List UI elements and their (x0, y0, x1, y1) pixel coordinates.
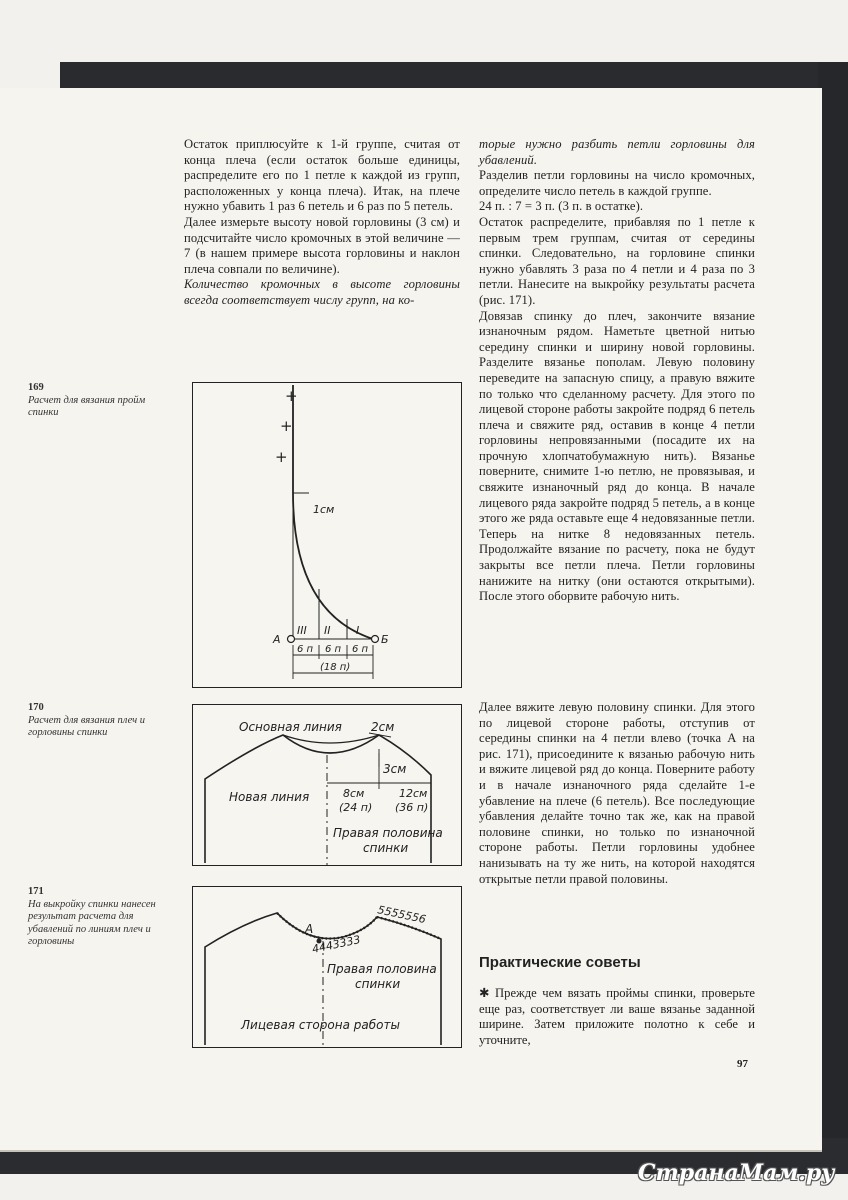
right-text-column (479, 137, 755, 605)
dimension-12cm: 12см (399, 787, 428, 800)
right-half-label-2: спинки (363, 841, 409, 855)
right-paragraph-3: 24 п. : 7 = 3 п. (3 п. в остатке). (479, 199, 644, 214)
caption-number: 169 (28, 382, 44, 393)
caption-number: 170 (28, 702, 44, 713)
right-paragraph-6: Далее вяжите левую половину спинки. Для этого по лицевой стороне работы, отступив от середины спинки на 4 петли влево (точка А на рис. 171), присоедините к вязанью рабочую нить и вяжите лицевой ряд до конца. Поверните работу и в начале изнаночного ряда сделайте 1-е убавление на плече (6 петель). Все последующие убавления делайте точно так же, как на правой половине спинки, но только по изнаночной стороне работы. Петли горловины удобнее нанизывать на ту же нить, на которой находятся открытые петли правой половины. (479, 700, 755, 886)
point-b-marker (372, 636, 379, 643)
point-a-marker (288, 636, 295, 643)
right-paragraph-5: Довязав спинку до плеч, закончите вязание изнаночным рядом. Наметьте цветной нитью середину спинки и ширину новой горловины. Разделите вязанье пополам. Левую половину переведите на запасную спицу, а правую вяжите по только что сделанному расчету. Для этого по лицевой стороне работы закройте подряд 6 петель плеча и свяжите ряд, оставив в конце 4 петли горловины непровязанными (посадите их на прочную хлопчатобумажную нить). Вязанье поверните, снимите 1-ю петлю, не провязывая, и свяжите изнаночный ряд до конца. В начале лицевого ряда закройте подряд 5 петель, а в конце этого же ряда оставьте еще 4 недовязанные петли. Теперь на нитке 8 недовязанных петель. Продолжайте вязание по расчету, пока не будут закрыты все петли плеча. Петли горловины нанижите на нитку (они остаются открытыми). После этого оборвите рабочую нить. (479, 308, 755, 604)
caption-number: 171 (28, 886, 44, 897)
right-text-column-2 (479, 700, 755, 887)
figure-171-drawing (193, 887, 461, 1047)
dimension-12cm-stitches: (36 п) (395, 801, 429, 814)
right-paragraph-2: Разделив петли горловины на число кромочных, определите число петель в каждой группе. (479, 168, 755, 198)
right-paragraph-4: Остаток распределите, прибавляя по 1 петле к первым трем группам, считая от середины спинки. Следовательно, на горловине спинки нужно убавлять 3 раза по 4 петли и 4 раза по 3 петли. Нанесите на выкройку результаты расчета (рис. 171). (479, 214, 755, 307)
caption-fig169 (28, 382, 178, 420)
dimension-2cm: 2см (371, 720, 395, 734)
label-1cm: 1см (313, 503, 335, 516)
new-line-label: Новая линия (229, 790, 310, 804)
figure-171 (192, 886, 462, 1048)
group-label-i: I (356, 624, 360, 637)
caption-fig170 (28, 702, 178, 740)
caption-fig171 (28, 886, 178, 949)
segment-label-3: 6 п (352, 644, 369, 655)
plus-mark-1: + (285, 387, 298, 405)
left-paragraph-2: Далее измерьте высоту новой горловины (3 см) и подсчитайте число кромочных в этой величине — 7 (в нашем примере высота горловины и наклон плеча совпали по величине). (184, 214, 460, 276)
plus-mark-3: + (275, 448, 288, 466)
caption-text: На выкройку спинки нанесен результат расчета для убавлений по линиям плеч и горловины (28, 898, 156, 947)
right-half-label: Правая половина (327, 962, 437, 976)
caption-text: Расчет для вязания пройм спинки (28, 394, 146, 418)
point-b-label: Б (381, 633, 389, 646)
figure-169 (192, 382, 462, 688)
total-label: (18 п) (320, 662, 351, 673)
right-half-label-2: спинки (355, 977, 401, 991)
segment-label-1: 6 п (297, 644, 314, 655)
group-label-ii: II (324, 624, 331, 637)
left-paragraph-3: Количество кромочных в высоте горловины всегда соответствует числу групп, на ко- (184, 277, 460, 307)
main-line-label: Основная линия (239, 720, 342, 734)
group-label-iii: III (297, 624, 307, 637)
left-paragraph-1: Остаток приплюсуйте к 1-й группе, считая от конца плеча (если остаток больше единицы, распределите его по 1 петле к каждой из групп, расположенных у конца плеча). Итак, на плече нужно убавить 1 раз 6 петель и 6 раз по 5 петель. (184, 137, 460, 214)
point-a-label: А (305, 922, 314, 936)
neck-decrease-numbers: 4443333 (310, 933, 362, 956)
dimension-3cm: 3см (383, 762, 407, 776)
original-neckline (283, 735, 379, 743)
page-number: 97 (737, 1058, 748, 1070)
point-a-label: А (273, 633, 281, 646)
right-paragraph-1: торые нужно разбить петли горловины для убавлений. (479, 137, 755, 167)
caption-text: Расчет для вязания плеч и горловины спинки (28, 714, 146, 738)
left-text-column (184, 137, 460, 309)
face-side-label: Лицевая сторона работы (241, 1018, 400, 1032)
dimension-8cm: 8см (343, 787, 365, 800)
book-cover-right (818, 62, 848, 1172)
tips-paragraph: ✱ Прежде чем вязать проймы спинки, проверьте еще раз, соответствует ли ваше вязанье заданной ширине. Затем приложите полотно к себе и уточните, (479, 986, 755, 1047)
dimension-8cm-stitches: (24 п) (339, 801, 373, 814)
shoulder-decrease-numbers: 5555556 (376, 903, 428, 927)
figure-170-drawing (193, 705, 461, 865)
right-half-label: Правая половина (333, 826, 443, 840)
plus-mark-2: + (280, 417, 293, 435)
site-watermark: СтранаМам.ру (638, 1160, 835, 1186)
figure-169-drawing (193, 383, 461, 687)
figure-170 (192, 704, 462, 866)
section-title: Практические советы (479, 954, 641, 971)
segment-label-2: 6 п (325, 644, 342, 655)
